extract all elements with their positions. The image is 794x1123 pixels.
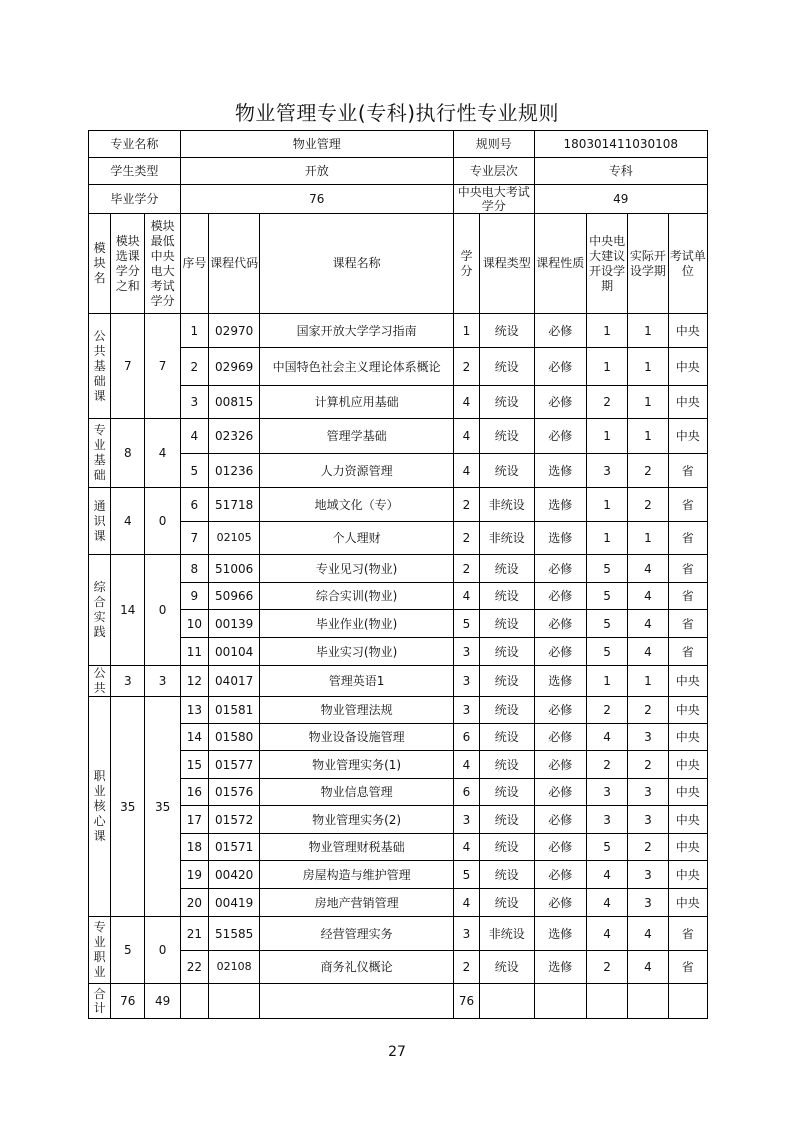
course-type: 统设: [480, 861, 534, 889]
module-name: 专业职业: [89, 917, 111, 984]
course-name: 物业管理财税基础: [260, 834, 454, 861]
course-suggested-term: 4: [586, 861, 627, 889]
course-suggested-term: 2: [586, 386, 627, 419]
course-seq: 8: [180, 555, 208, 583]
course-seq: 4: [180, 419, 208, 454]
course-code: 01236: [208, 454, 259, 488]
module-min-exam-credits: 4: [145, 419, 180, 488]
course-exam-unit: 中央: [668, 314, 707, 348]
course-type: 统设: [480, 610, 534, 638]
course-credit: 6: [453, 724, 479, 751]
course-actual-term: 4: [628, 610, 668, 638]
empty-cell: [534, 984, 586, 1019]
course-nature: 必修: [534, 889, 586, 917]
page-title: 物业管理专业(专科)执行性专业规则: [234, 101, 560, 125]
course-suggested-term: 4: [586, 724, 627, 751]
course-seq: 11: [180, 638, 208, 666]
course-seq: 19: [180, 861, 208, 889]
table-row: [89, 751, 708, 779]
course-type: 统设: [480, 889, 534, 917]
course-actual-term: 2: [628, 454, 668, 488]
course-suggested-term: 5: [586, 555, 627, 583]
course-nature: 必修: [534, 610, 586, 638]
course-name: 地域文化（专）: [260, 488, 454, 522]
info-row: [89, 158, 708, 185]
module-credit-sum: 5: [111, 917, 145, 984]
course-type: 统设: [480, 834, 534, 861]
course-actual-term: 3: [628, 889, 668, 917]
course-seq: 15: [180, 751, 208, 779]
course-name: 经营管理实务: [260, 917, 454, 951]
header-module-credits: 模块选课学分之和: [111, 214, 145, 314]
course-exam-unit: 中央: [668, 419, 707, 454]
course-credit: 3: [453, 638, 479, 666]
course-code: 02969: [208, 348, 259, 386]
course-name: 毕业作业(物业): [260, 610, 454, 638]
course-name: 物业信息管理: [260, 779, 454, 806]
course-type: 非统设: [480, 917, 534, 951]
header-credit: 学分: [453, 214, 479, 314]
course-nature: 选修: [534, 951, 586, 984]
course-exam-unit: 中央: [668, 751, 707, 779]
header-suggested-term: 中央电大建议开设学期: [586, 214, 627, 314]
course-seq: 1: [180, 314, 208, 348]
course-credit: 3: [453, 917, 479, 951]
course-exam-unit: 省: [668, 951, 707, 984]
course-name: 物业管理实务(1): [260, 751, 454, 779]
course-name: 毕业实习(物业): [260, 638, 454, 666]
course-type: 统设: [480, 806, 534, 834]
course-type: 统设: [480, 697, 534, 724]
course-credit: 5: [453, 610, 479, 638]
header-seq: 序号: [180, 214, 208, 314]
empty-cell: [586, 984, 627, 1019]
course-actual-term: 3: [628, 779, 668, 806]
course-type: 统设: [480, 386, 534, 419]
course-name: 专业见习(物业): [260, 555, 454, 583]
module-name: 公共: [89, 666, 111, 697]
rule-table: [88, 130, 708, 1019]
course-suggested-term: 1: [586, 419, 627, 454]
course-actual-term: 2: [628, 834, 668, 861]
empty-cell: [260, 984, 454, 1019]
course-suggested-term: 2: [586, 697, 627, 724]
table-row: [89, 889, 708, 917]
course-code: 04017: [208, 666, 259, 697]
module-min-exam-credits: 0: [145, 917, 180, 984]
info-row: [89, 185, 708, 214]
course-name: 人力资源管理: [260, 454, 454, 488]
header-row: [89, 214, 708, 314]
module-credit-sum: 3: [111, 666, 145, 697]
credits-value: 76: [180, 185, 453, 214]
course-nature: 必修: [534, 348, 586, 386]
student-type-value: 开放: [180, 158, 453, 185]
course-suggested-term: 1: [586, 522, 627, 555]
course-nature: 必修: [534, 861, 586, 889]
rule-value: 180301411030108: [534, 131, 707, 158]
header-exam-unit: 考试单位: [668, 214, 707, 314]
course-code: 01576: [208, 779, 259, 806]
header-actual-term: 实际开设学期: [628, 214, 668, 314]
empty-cell: [628, 984, 668, 1019]
course-name: 管理学基础: [260, 419, 454, 454]
course-exam-unit: 省: [668, 522, 707, 555]
course-nature: 必修: [534, 697, 586, 724]
module-min-exam-credits: 0: [145, 488, 180, 555]
module-credit-sum: 35: [111, 697, 145, 917]
course-name: 商务礼仪概论: [260, 951, 454, 984]
course-code: 51585: [208, 917, 259, 951]
course-actual-term: 4: [628, 638, 668, 666]
course-exam-unit: 中央: [668, 889, 707, 917]
course-exam-unit: 中央: [668, 861, 707, 889]
course-name: 物业管理实务(2): [260, 806, 454, 834]
course-type: 统设: [480, 638, 534, 666]
course-nature: 必修: [534, 834, 586, 861]
course-type: 统设: [480, 314, 534, 348]
course-name: 计算机应用基础: [260, 386, 454, 419]
course-actual-term: 2: [628, 751, 668, 779]
total-label: 合计: [89, 984, 111, 1019]
empty-cell: [480, 984, 534, 1019]
course-exam-unit: 省: [668, 638, 707, 666]
table-row: [89, 348, 708, 386]
exam-credits-label: 中央电大考试学分: [453, 185, 534, 214]
course-actual-term: 2: [628, 697, 668, 724]
course-name: 国家开放大学学习指南: [260, 314, 454, 348]
course-exam-unit: 中央: [668, 666, 707, 697]
course-seq: 9: [180, 583, 208, 610]
table-row: [89, 522, 708, 555]
course-code: 01577: [208, 751, 259, 779]
course-exam-unit: 省: [668, 555, 707, 583]
table-row: [89, 697, 708, 724]
empty-cell: [180, 984, 208, 1019]
course-seq: 14: [180, 724, 208, 751]
course-actual-term: 1: [628, 348, 668, 386]
course-credit: 1: [453, 314, 479, 348]
course-code: 01580: [208, 724, 259, 751]
course-credit: 4: [453, 889, 479, 917]
course-code: 01571: [208, 834, 259, 861]
course-credit: 3: [453, 697, 479, 724]
course-seq: 7: [180, 522, 208, 555]
course-nature: 必修: [534, 386, 586, 419]
rule-label: 规则号: [453, 131, 534, 158]
course-exam-unit: 省: [668, 583, 707, 610]
course-seq: 3: [180, 386, 208, 419]
table-row: [89, 419, 708, 454]
course-seq: 5: [180, 454, 208, 488]
course-credit: 2: [453, 522, 479, 555]
table-row: [89, 917, 708, 951]
table-row: [89, 951, 708, 984]
course-name: 物业设备设施管理: [260, 724, 454, 751]
course-credit: 2: [453, 348, 479, 386]
module-name: 专业基础: [89, 419, 111, 488]
course-exam-unit: 省: [668, 610, 707, 638]
course-credit: 5: [453, 861, 479, 889]
course-credit: 2: [453, 488, 479, 522]
course-nature: 选修: [534, 488, 586, 522]
table-row: [89, 488, 708, 522]
course-code: 00139: [208, 610, 259, 638]
course-nature: 选修: [534, 522, 586, 555]
module-name: 综合实践: [89, 555, 111, 666]
total-credit-sum: 76: [111, 984, 145, 1019]
course-exam-unit: 中央: [668, 724, 707, 751]
module-min-exam-credits: 7: [145, 314, 180, 419]
course-actual-term: 4: [628, 555, 668, 583]
header-code: 课程代码: [208, 214, 259, 314]
total-credit: 76: [453, 984, 479, 1019]
course-type: 统设: [480, 555, 534, 583]
module-credit-sum: 14: [111, 555, 145, 666]
course-name: 综合实训(物业): [260, 583, 454, 610]
course-seq: 12: [180, 666, 208, 697]
course-nature: 选修: [534, 454, 586, 488]
course-seq: 10: [180, 610, 208, 638]
module-name: 公共基础课: [89, 314, 111, 419]
course-exam-unit: 中央: [668, 779, 707, 806]
course-credit: 4: [453, 834, 479, 861]
course-credit: 3: [453, 806, 479, 834]
course-exam-unit: 中央: [668, 806, 707, 834]
course-seq: 21: [180, 917, 208, 951]
module-min-exam-credits: 35: [145, 697, 180, 917]
course-nature: 必修: [534, 779, 586, 806]
course-name: 物业管理法规: [260, 697, 454, 724]
course-type: 非统设: [480, 522, 534, 555]
course-type: 统设: [480, 666, 534, 697]
course-type: 非统设: [480, 488, 534, 522]
course-credit: 2: [453, 951, 479, 984]
course-code: 50966: [208, 583, 259, 610]
header-name: 课程名称: [260, 214, 454, 314]
course-type: 统设: [480, 751, 534, 779]
module-name: 职业核心课: [89, 697, 111, 917]
course-exam-unit: 中央: [668, 348, 707, 386]
course-credit: 4: [453, 583, 479, 610]
course-seq: 20: [180, 889, 208, 917]
course-code: 51718: [208, 488, 259, 522]
course-suggested-term: 2: [586, 751, 627, 779]
course-actual-term: 1: [628, 666, 668, 697]
course-actual-term: 3: [628, 724, 668, 751]
course-nature: 选修: [534, 666, 586, 697]
course-exam-unit: 中央: [668, 834, 707, 861]
table-row: [89, 555, 708, 583]
header-type: 课程类型: [480, 214, 534, 314]
course-name: 中国特色社会主义理论体系概论: [260, 348, 454, 386]
course-code: 00419: [208, 889, 259, 917]
course-name: 房地产营销管理: [260, 889, 454, 917]
level-value: 专科: [534, 158, 707, 185]
course-type: 统设: [480, 583, 534, 610]
course-actual-term: 1: [628, 419, 668, 454]
course-code: 01581: [208, 697, 259, 724]
course-credit: 6: [453, 779, 479, 806]
page-number: 27: [388, 1044, 406, 1060]
module-name: 通识课: [89, 488, 111, 555]
level-label: 专业层次: [453, 158, 534, 185]
course-suggested-term: 5: [586, 834, 627, 861]
course-nature: 必修: [534, 724, 586, 751]
course-seq: 22: [180, 951, 208, 984]
course-nature: 必修: [534, 555, 586, 583]
course-type: 统设: [480, 348, 534, 386]
course-code: 00815: [208, 386, 259, 419]
table-row: [89, 724, 708, 751]
course-suggested-term: 3: [586, 779, 627, 806]
course-exam-unit: 省: [668, 488, 707, 522]
module-credit-sum: 8: [111, 419, 145, 488]
course-suggested-term: 4: [586, 917, 627, 951]
course-name: 个人理财: [260, 522, 454, 555]
course-seq: 2: [180, 348, 208, 386]
table-row: [89, 454, 708, 488]
course-nature: 选修: [534, 917, 586, 951]
course-credit: 4: [453, 454, 479, 488]
header-min-exam-credits: 模块最低中央电大考试学分: [145, 214, 180, 314]
course-nature: 必修: [534, 806, 586, 834]
course-code: 02970: [208, 314, 259, 348]
major-label: 专业名称: [89, 131, 181, 158]
course-suggested-term: 5: [586, 638, 627, 666]
table-row: [89, 779, 708, 806]
module-min-exam-credits: 3: [145, 666, 180, 697]
table-row: [89, 806, 708, 834]
course-nature: 必修: [534, 583, 586, 610]
table-row: [89, 610, 708, 638]
course-credit: 2: [453, 555, 479, 583]
table-row: [89, 583, 708, 610]
course-code: 02105: [208, 522, 259, 555]
credits-label: 毕业学分: [89, 185, 181, 214]
course-nature: 必修: [534, 638, 586, 666]
course-type: 统设: [480, 951, 534, 984]
module-min-exam-credits: 0: [145, 555, 180, 666]
course-seq: 6: [180, 488, 208, 522]
table-row: [89, 314, 708, 348]
course-suggested-term: 1: [586, 348, 627, 386]
student-type-label: 学生类型: [89, 158, 181, 185]
table-row: [89, 861, 708, 889]
course-suggested-term: 5: [586, 583, 627, 610]
course-suggested-term: 3: [586, 454, 627, 488]
course-code: 01572: [208, 806, 259, 834]
course-name: 管理英语1: [260, 666, 454, 697]
course-type: 统设: [480, 779, 534, 806]
course-exam-unit: 省: [668, 454, 707, 488]
table-row: [89, 638, 708, 666]
course-actual-term: 3: [628, 806, 668, 834]
course-code: 02108: [208, 951, 259, 984]
course-code: 00420: [208, 861, 259, 889]
course-actual-term: 2: [628, 488, 668, 522]
course-suggested-term: 4: [586, 889, 627, 917]
course-seq: 17: [180, 806, 208, 834]
table-row: [89, 834, 708, 861]
course-seq: 16: [180, 779, 208, 806]
course-credit: 3: [453, 666, 479, 697]
course-actual-term: 4: [628, 951, 668, 984]
course-nature: 必修: [534, 314, 586, 348]
module-credit-sum: 4: [111, 488, 145, 555]
course-actual-term: 4: [628, 583, 668, 610]
course-suggested-term: 5: [586, 610, 627, 638]
course-type: 统设: [480, 454, 534, 488]
course-seq: 13: [180, 697, 208, 724]
info-row: [89, 131, 708, 158]
total-row: [89, 984, 708, 1019]
course-suggested-term: 1: [586, 314, 627, 348]
empty-cell: [668, 984, 707, 1019]
course-nature: 必修: [534, 751, 586, 779]
course-type: 统设: [480, 724, 534, 751]
course-credit: 4: [453, 386, 479, 419]
exam-credits-value: 49: [534, 185, 707, 214]
course-actual-term: 3: [628, 861, 668, 889]
total-min-exam-credits: 49: [145, 984, 180, 1019]
course-exam-unit: 省: [668, 917, 707, 951]
course-actual-term: 1: [628, 314, 668, 348]
course-exam-unit: 中央: [668, 386, 707, 419]
table-row: [89, 666, 708, 697]
course-code: 51006: [208, 555, 259, 583]
empty-cell: [208, 984, 259, 1019]
course-seq: 18: [180, 834, 208, 861]
header-module: 模块名: [89, 214, 111, 314]
course-name: 房屋构造与维护管理: [260, 861, 454, 889]
major-value: 物业管理: [180, 131, 453, 158]
course-actual-term: 1: [628, 522, 668, 555]
course-credit: 4: [453, 419, 479, 454]
course-suggested-term: 1: [586, 666, 627, 697]
course-actual-term: 4: [628, 917, 668, 951]
table-row: [89, 386, 708, 419]
header-nature: 课程性质: [534, 214, 586, 314]
course-suggested-term: 3: [586, 806, 627, 834]
course-suggested-term: 1: [586, 488, 627, 522]
course-credit: 4: [453, 751, 479, 779]
course-type: 统设: [480, 419, 534, 454]
course-actual-term: 1: [628, 386, 668, 419]
course-code: 02326: [208, 419, 259, 454]
course-code: 00104: [208, 638, 259, 666]
course-nature: 必修: [534, 419, 586, 454]
course-exam-unit: 中央: [668, 697, 707, 724]
course-suggested-term: 2: [586, 951, 627, 984]
module-credit-sum: 7: [111, 314, 145, 419]
